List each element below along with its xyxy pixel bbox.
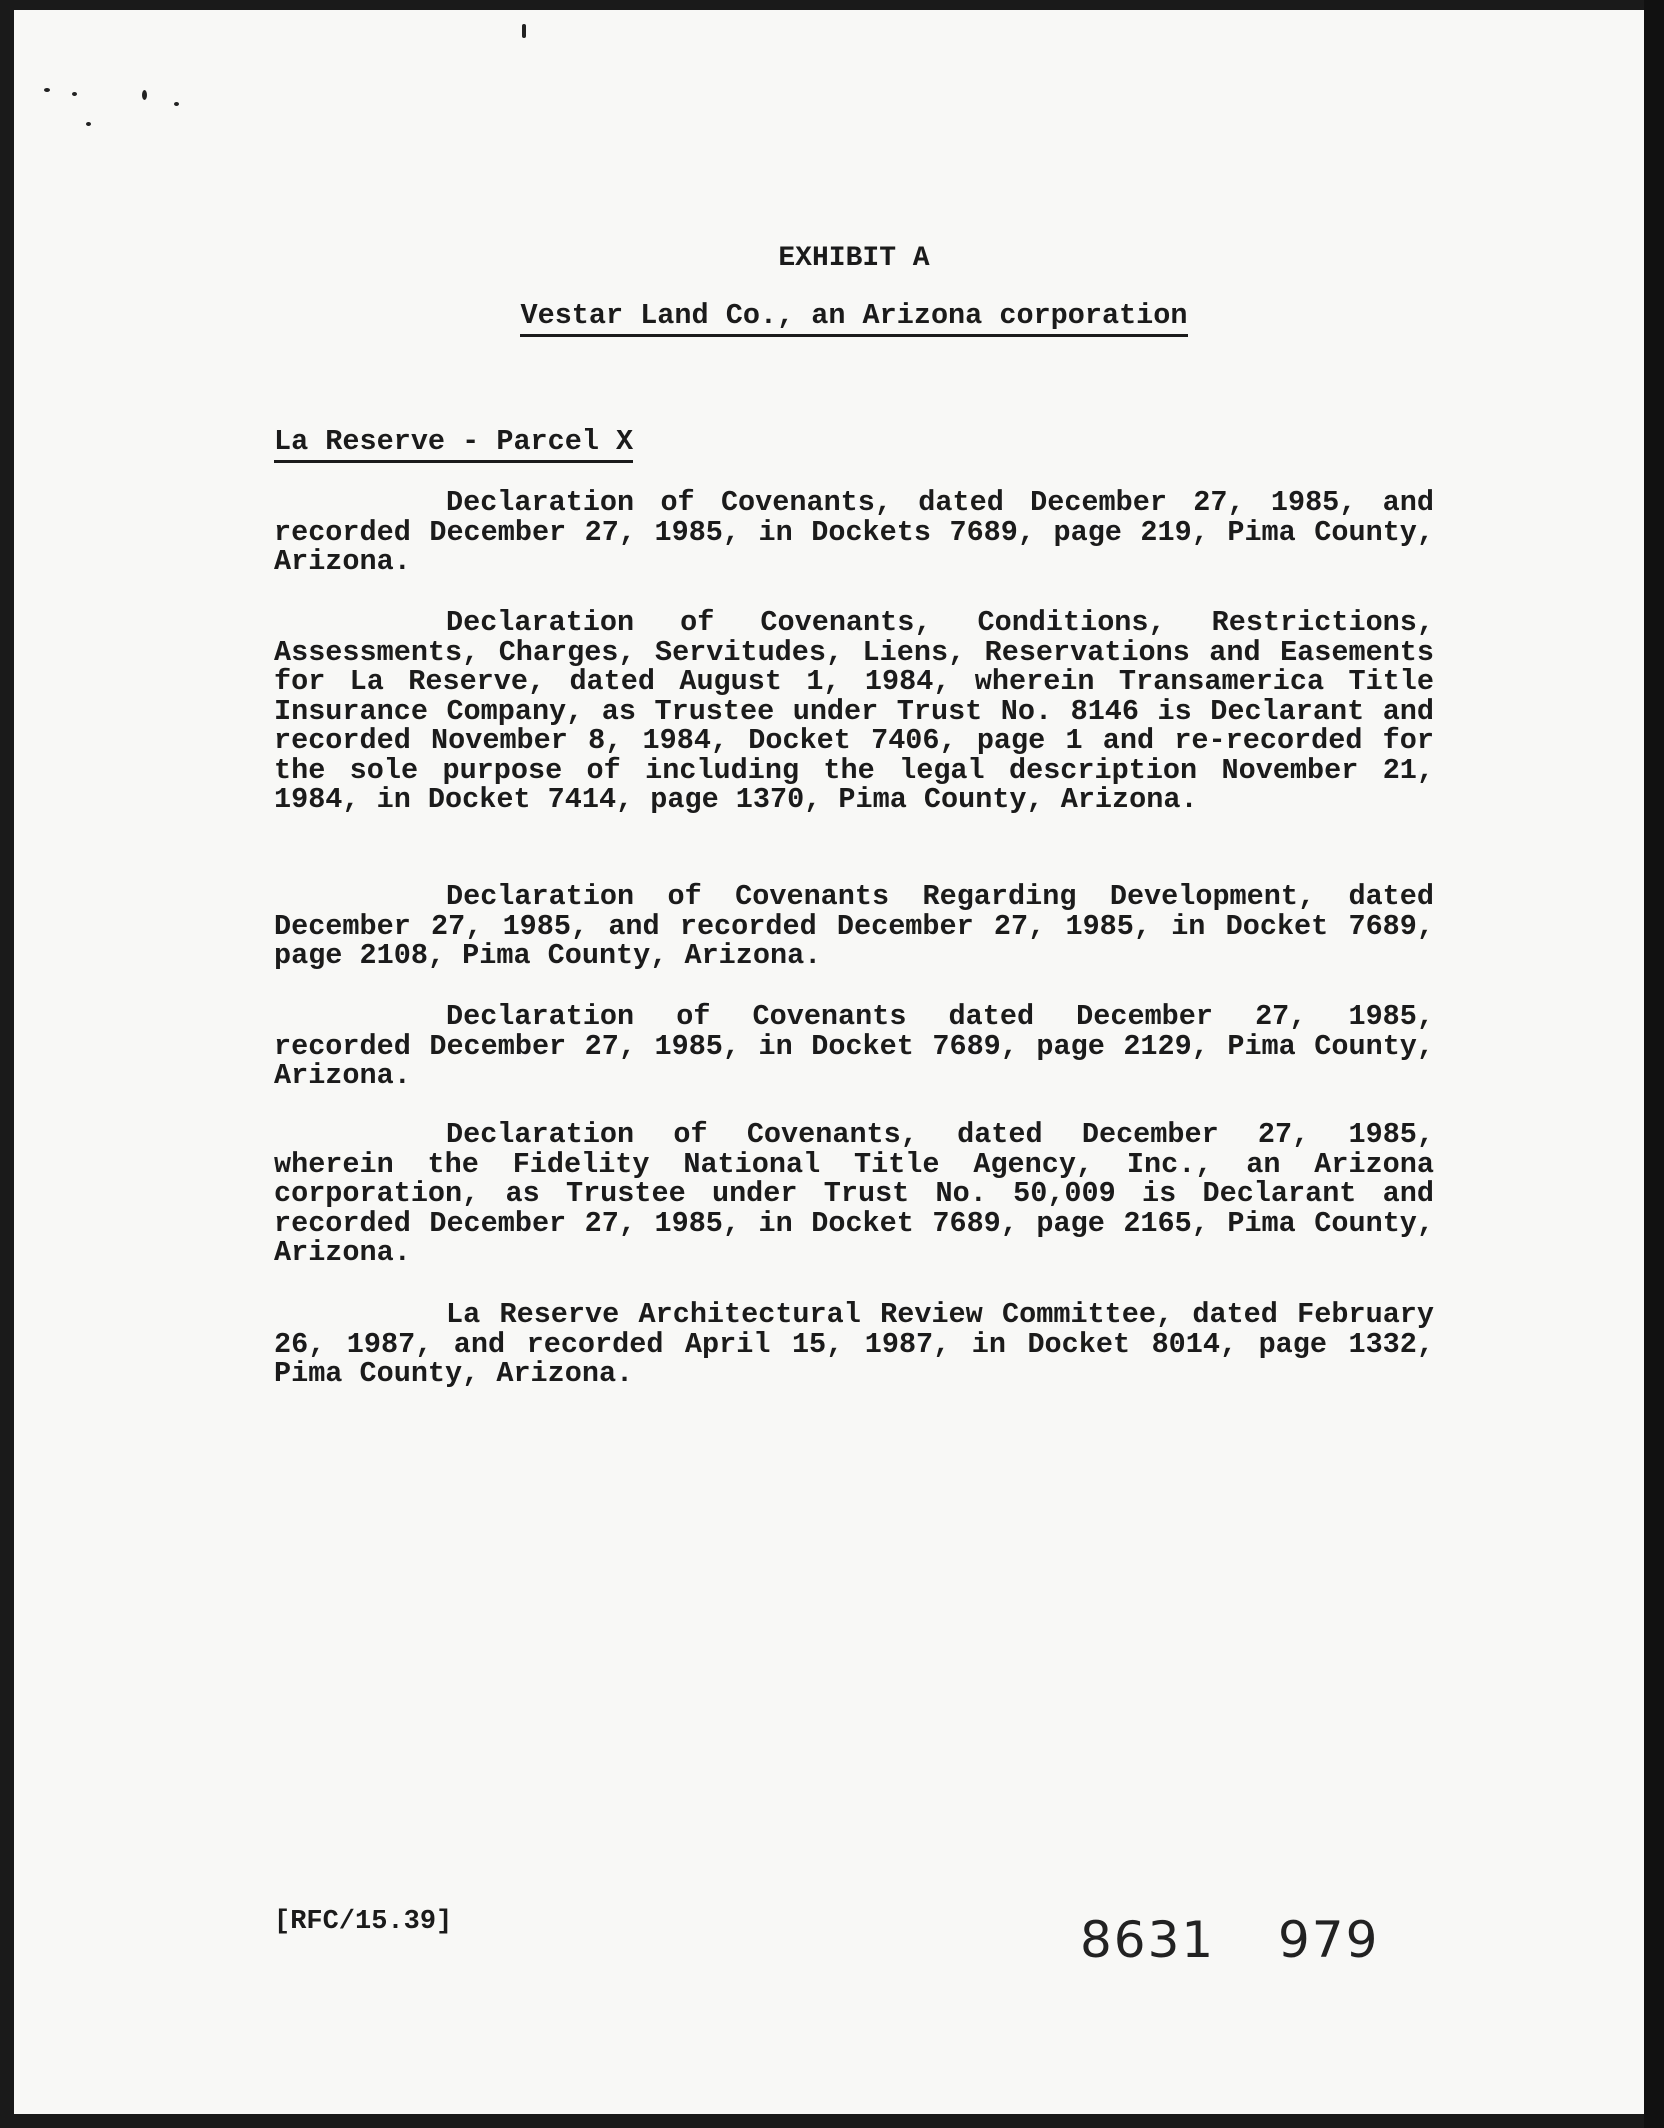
paragraph (274, 882, 1434, 971)
paragraph-text: Declaration of Covenants dated December 27, 1985, recorded December 27, 1985, in Docket 7689, page 2129, Pima County, Arizona. (274, 1000, 1434, 1092)
paragraph (274, 488, 1434, 577)
paragraph-text: Declaration of Covenants, Conditions, Restrictions, Assessments, Charges, Servitudes, Liens, Reservations and Easements for La Reserve, dated August 1, 1984, wherein Transamerica Title Insurance Company, as Trustee under Trust No. 8146 is Declarant and recorded November 8, 1984, Docket 7406, page 1 and re-recorded for the sole purpose of including the legal description November 21, 1984, in Docket 7414, page 1370, Pima County, Arizona. (274, 606, 1434, 816)
scan-edge (1644, 0, 1664, 2128)
scan-speck (174, 102, 179, 106)
scan-speck (72, 92, 77, 96)
scan-speck (44, 88, 50, 92)
paragraph-text: Declaration of Covenants, dated December 27, 1985, and recorded December 27, 1985, in Dockets 7689, page 219, Pima County, Arizona. (274, 486, 1434, 578)
paragraph (274, 1120, 1434, 1268)
document-subtitle (274, 301, 1434, 331)
paragraph-text: Declaration of Covenants, dated December 27, 1985, wherein the Fidelity National Title Agency, Inc., an Arizona corporation, as Trustee under Trust No. 50,009 is Declarant and recorded December 27, 1985, in Docket 7689, page 2165, Pima County, Arizona. (274, 1118, 1434, 1269)
paragraph (274, 1002, 1434, 1091)
paragraph (274, 1300, 1434, 1389)
paragraph (274, 608, 1434, 815)
paragraph-text: La Reserve Architectural Review Committee, dated February 26, 1987, and recorded April 15, 1987, in Docket 8014, page 1332, Pima County, Arizona. (274, 1298, 1434, 1390)
scan-speck (86, 122, 91, 126)
section-heading-text: La Reserve - Parcel X (274, 425, 633, 463)
paragraph-text: Declaration of Covenants Regarding Development, dated December 27, 1985, and recorded December 27, 1985, in Docket 7689, page 2108, Pima County, Arizona. (274, 880, 1434, 972)
scan-speck (522, 24, 526, 38)
subtitle-text: Vestar Land Co., an Arizona corporation (520, 299, 1187, 337)
handwritten-number-left: 8631 (1080, 1911, 1216, 1969)
footer-reference: [RFC/15.39] (274, 1907, 453, 1937)
scan-speck (142, 90, 147, 100)
exhibit-title: EXHIBIT A (778, 243, 930, 274)
document-page (14, 10, 1644, 2114)
section-heading (274, 427, 633, 457)
handwritten-number-right: 979 (1278, 1911, 1380, 1969)
